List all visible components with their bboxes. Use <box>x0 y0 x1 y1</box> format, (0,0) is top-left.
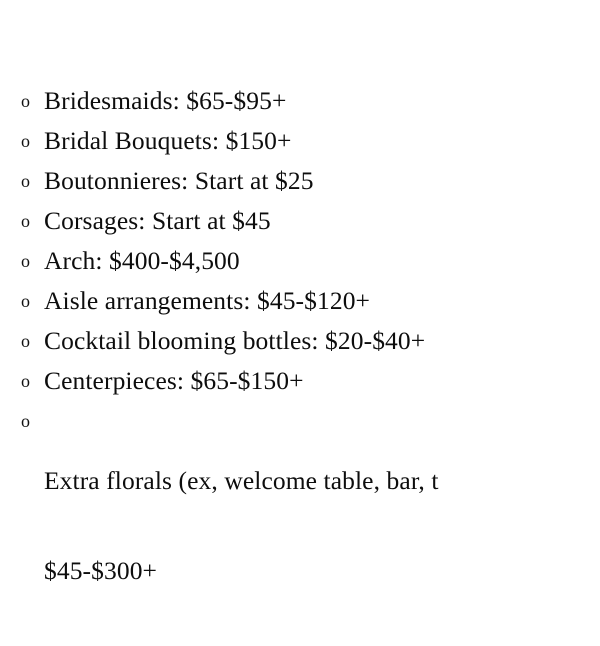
list-item-label: Boutonnieres: Start at $25 <box>44 166 314 195</box>
list-bullet-icon: o <box>21 131 30 151</box>
list-item-label: Bridal Bouquets: $150+ <box>44 126 292 155</box>
list-item <box>0 246 600 276</box>
pricing-list <box>0 86 600 646</box>
list-bullet-icon: o <box>21 91 30 111</box>
list-item-continuation: $45-$300+ <box>44 556 158 585</box>
list-item-label: Aisle arrangements: $45-$120+ <box>44 286 371 315</box>
list-bullet-icon: o <box>21 291 30 311</box>
list-bullet-icon: o <box>21 411 30 431</box>
list-item-label: Bridesmaids: $65-$95+ <box>44 86 287 115</box>
list-item <box>0 326 600 356</box>
list-item <box>0 286 600 316</box>
list-item-label: Cocktail blooming bottles: $20-$40+ <box>44 326 426 355</box>
list-bullet-icon: o <box>21 331 30 351</box>
list-bullet-icon: o <box>21 171 30 191</box>
list-item-label: Extra florals (ex, welcome table, bar, t <box>44 466 439 495</box>
list-item-text-block <box>44 406 600 646</box>
list-item <box>0 366 600 396</box>
list-item <box>0 206 600 236</box>
list-item <box>0 406 600 646</box>
list-bullet-icon: o <box>21 371 30 391</box>
list-item-label: Centerpieces: $65-$150+ <box>44 366 304 395</box>
list-item <box>0 126 600 156</box>
list-item-label: Corsages: Start at $45 <box>44 206 271 235</box>
list-item <box>0 166 600 196</box>
list-item <box>0 86 600 116</box>
list-item-label: Arch: $400-$4,500 <box>44 246 240 275</box>
list-bullet-icon: o <box>21 251 30 271</box>
list-bullet-icon: o <box>21 211 30 231</box>
